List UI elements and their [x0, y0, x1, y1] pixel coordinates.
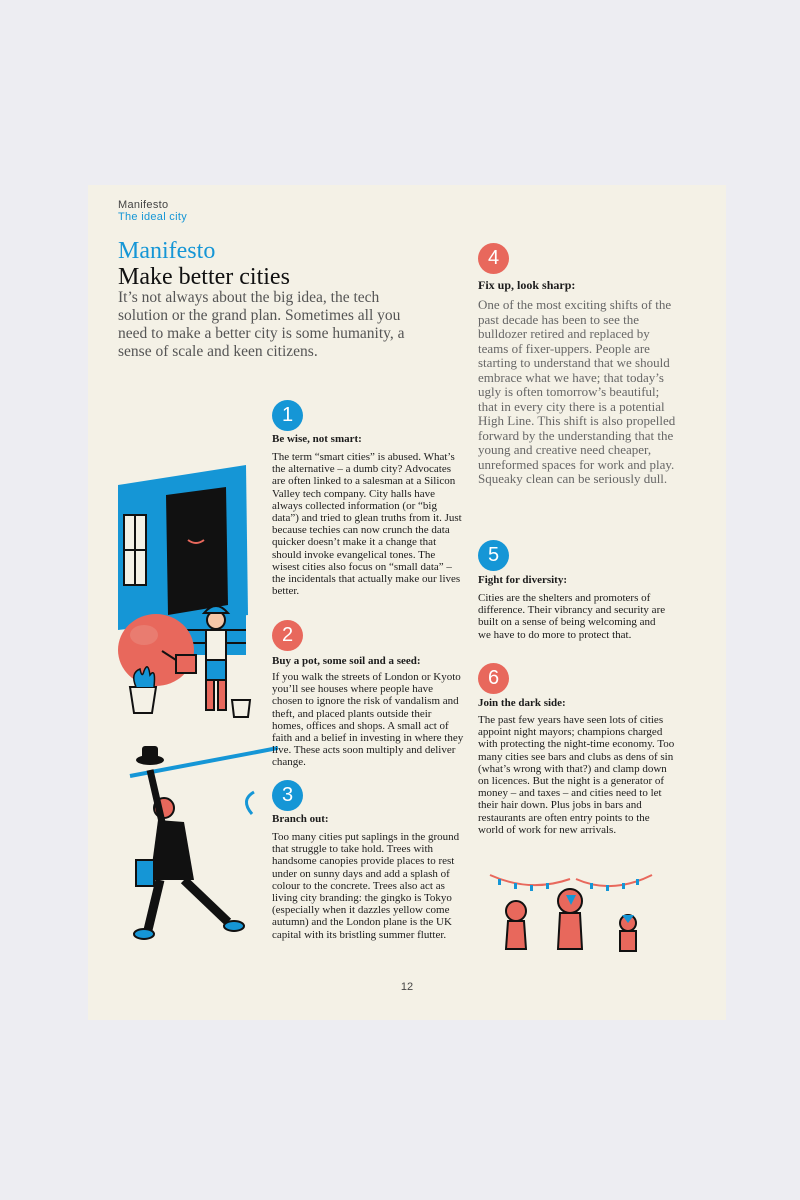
page-number: 12 — [400, 981, 414, 993]
article-kicker: Manifesto — [118, 238, 216, 264]
walking-man-illustration — [128, 730, 278, 960]
point-3-heading: Branch out: — [272, 813, 329, 825]
point-2-text: If you walk the streets of London or Kyoto you’ll see houses where people have chosen to ignore the risk of vandalism and theft, and placed plants outside their homes, offices and shops. A small act of faith and a belief in investing in where they live. These acts soon multiply and deliver change. — [272, 671, 464, 769]
point-4-heading: Fix up, look sharp: — [478, 278, 576, 292]
point-3-text: Too many cities put saplings in the ground that struggle to take hold. Trees with handsome canopies provide places to rest under on sunny days and add a splash of colour to the concrete. Trees also act as living city branding: the gingko is Tokyo (especially when it dazzles yellow come autumn) and the London plane is the UK capital with its bristling summer flutter. — [272, 831, 460, 941]
point-6-heading: Join the dark side: — [478, 697, 566, 709]
point-4-number: 4 — [478, 243, 509, 274]
article-intro: It’s not always about the big idea, the tech solution or the grand plan. Sometimes all you need to make a better city is some humanity, a sense of scale and keen citizens. — [118, 289, 405, 360]
point-2-heading: Buy a pot, some soil and a seed: — [272, 655, 421, 667]
point-5-text: Cities are the shelters and promoters of difference. Their vibrancy and security are built on a sense of being welcoming and we have to do more to protect that. — [478, 592, 666, 641]
running-header — [118, 199, 187, 223]
article-title: Make better cities — [118, 264, 290, 290]
magazine-page — [88, 185, 726, 1020]
point-1-text: The term “smart cities” is abused. What’s the alternative – a dumb city? Advocates are often linked to a salesman at a Silicon Valley tech company. City halls have always collected information (or “big data”) and tried to glean truths from it. Just because techies can now crunch the data quicker doesn’t make it a change that should invoke evangelical tones. The wisest cities also focus on “small data” – the incidentals that actually make our lives better. — [272, 451, 462, 598]
point-3-number: 3 — [272, 780, 303, 811]
subsection-label: The ideal city — [118, 211, 188, 223]
point-6-number: 6 — [478, 663, 509, 694]
section-label: Manifesto — [118, 199, 169, 211]
point-5-heading: Fight for diversity: — [478, 574, 568, 586]
point-1-number: 1 — [272, 400, 303, 431]
night-bar-illustration — [486, 865, 658, 955]
point-6-text: The past few years have seen lots of cities appoint night mayors; champions charged with protecting the night-time economy. Too many cities see bars and clubs as dens of sin (what’s wrong with that?) and clamp down on licences. But the night is a generator of money – and taxes – and cities need to let their hair down. Plus jobs in bars and restaurants are often entry points to the world of work for new arrivals. — [478, 714, 675, 836]
doorway-gardener-illustration — [116, 455, 256, 755]
point-5-number: 5 — [478, 540, 509, 571]
point-4-text: One of the most exciting shifts of the past decade has been to see the bulldozer retired and replaced by teams of fixer-uppers. People are starting to understand that we should embrace what we have; that today’s ugly is often tomorrow’s beautiful; that in every city there is a potential High Line. This shift is also propelled forward by the understanding that the young and creative need cheaper, unreformed spaces for work and play. Squeaky clean can be seriously dull. — [478, 297, 676, 486]
point-1-heading: Be wise, not smart: — [272, 433, 362, 445]
point-2-number: 2 — [272, 620, 303, 651]
